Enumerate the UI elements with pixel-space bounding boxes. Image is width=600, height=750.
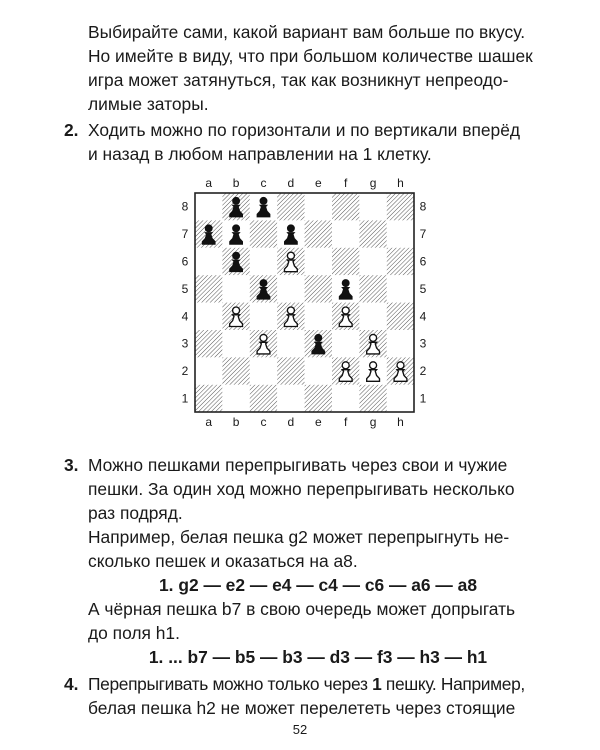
rank-label-1-left: 1 — [181, 391, 189, 406]
board-square-a2 — [195, 357, 222, 384]
rank-label-7-right: 7 — [419, 227, 427, 242]
board-square-c1 — [250, 385, 277, 412]
rule-3-line-6: А чёрная пешка b7 в свою очередь может допрыгать — [88, 599, 516, 619]
file-label-d-bottom: d — [287, 415, 295, 429]
board-square-d5 — [277, 275, 304, 302]
rank-label-7-left: 7 — [181, 227, 189, 242]
rank-label-4-right: 4 — [419, 309, 427, 324]
board-square-c7 — [250, 220, 277, 247]
board-square-b1 — [222, 385, 249, 412]
board-square-h3 — [387, 330, 414, 357]
rank-label-1-right: 1 — [419, 391, 427, 406]
rule-2-number: 2. — [64, 120, 79, 140]
file-label-g-bottom: g — [369, 415, 377, 429]
board-square-e2 — [305, 357, 332, 384]
file-label-h-bottom: h — [397, 415, 404, 429]
board-square-g5 — [359, 275, 386, 302]
file-label-b-bottom: b — [232, 415, 240, 429]
rule-3-number: 3. — [64, 455, 79, 475]
board-square-h4 — [387, 303, 414, 330]
rule-3-line-1: Можно пешками перепрыгивать через свои и чужие — [88, 455, 508, 475]
rank-label-2-left: 2 — [181, 364, 189, 379]
file-label-b-top: b — [232, 176, 240, 190]
intro-line-2: Но имейте в виду, что при большом количестве шашек — [88, 46, 533, 66]
rule-4-line-1-end: пешку. Например, — [381, 674, 525, 694]
board-square-g4 — [359, 303, 386, 330]
board-square-a4 — [195, 303, 222, 330]
file-label-a-bottom: a — [205, 415, 213, 429]
white-move-sequence: 1. g2 — e2 — e4 — c4 — c6 — a6 — a8 — [158, 575, 478, 595]
board-square-a3 — [195, 330, 222, 357]
rule-2-line-2: и назад в любом направлении на 1 клетку. — [88, 144, 432, 164]
board-square-a5 — [195, 275, 222, 302]
board-square-g8 — [359, 193, 386, 220]
rule-3-line-2: пешки. За один ход можно перепрыгивать несколько — [88, 479, 515, 499]
rank-label-5-left: 5 — [181, 281, 189, 296]
board-square-d8 — [277, 193, 304, 220]
file-label-a-top: a — [205, 176, 213, 190]
board-square-e4 — [305, 303, 332, 330]
rule-3-line-3: раз подряд. — [88, 503, 183, 523]
board-square-b2 — [222, 357, 249, 384]
rule-4-number: 4. — [64, 674, 79, 694]
intro-line-4: лимые заторы. — [88, 94, 209, 114]
rule-3-line-5: сколько пешек и оказаться на а8. — [88, 551, 358, 571]
board-square-h5 — [387, 275, 414, 302]
board-square-g7 — [359, 220, 386, 247]
rank-label-5-right: 5 — [419, 281, 427, 296]
board-square-a1 — [195, 385, 222, 412]
rank-label-3-right: 3 — [419, 336, 427, 351]
board-square-d3 — [277, 330, 304, 357]
board-square-b5 — [222, 275, 249, 302]
board-square-e1 — [305, 385, 332, 412]
file-label-e-top: e — [314, 176, 322, 190]
rule-2-line-1: Ходить можно по горизонтали и по вертикали вперёд — [88, 120, 521, 140]
rule-4-line-2: белая пешка h2 не может перелететь через стоящие — [88, 698, 516, 718]
board-square-c2 — [250, 357, 277, 384]
board-square-a8 — [195, 193, 222, 220]
rule-3-line-4: Например, белая пешка g2 может перепрыгнуть не- — [88, 527, 510, 547]
board-square-d1 — [277, 385, 304, 412]
rank-label-6-right: 6 — [419, 254, 427, 269]
rank-label-4-left: 4 — [181, 309, 189, 324]
board-square-h6 — [387, 248, 414, 275]
page-number: 52 — [292, 722, 308, 737]
chess-board-diagram — [181, 175, 433, 429]
file-label-g-top: g — [369, 176, 377, 190]
board-square-h1 — [387, 385, 414, 412]
intro-line-3: игра может затянуться, так как возникнут непреодо- — [88, 70, 509, 90]
rank-label-3-left: 3 — [181, 336, 189, 351]
rule-4-line-1-start: Перепрыгивать можно только через — [88, 674, 373, 694]
board-square-h7 — [387, 220, 414, 247]
board-square-f1 — [332, 385, 359, 412]
board-square-g1 — [359, 385, 386, 412]
rule-3-line-7: до поля h1. — [88, 623, 180, 643]
black-move-sequence: 1. ... b7 — b5 — b3 — d3 — f3 — h3 — h1 — [148, 647, 488, 667]
board-square-e6 — [305, 248, 332, 275]
board-square-f7 — [332, 220, 359, 247]
rank-label-2-right: 2 — [419, 364, 427, 379]
file-label-c-top: c — [260, 176, 267, 190]
file-label-h-top: h — [397, 176, 404, 190]
file-label-c-bottom: c — [260, 415, 267, 429]
board-square-b3 — [222, 330, 249, 357]
file-label-e-bottom: e — [314, 415, 322, 429]
file-label-d-top: d — [287, 176, 295, 190]
rule-4-line-1 — [88, 672, 525, 696]
board-square-e7 — [305, 220, 332, 247]
board-square-c6 — [250, 248, 277, 275]
board-square-f3 — [332, 330, 359, 357]
board-square-h8 — [387, 193, 414, 220]
rule-4-bold-number: 1 — [372, 674, 382, 694]
board-square-f6 — [332, 248, 359, 275]
file-label-f-top: f — [344, 176, 348, 190]
board-square-a6 — [195, 248, 222, 275]
board-square-g6 — [359, 248, 386, 275]
board-square-d2 — [277, 357, 304, 384]
rank-label-8-left: 8 — [181, 199, 189, 214]
board-square-c4 — [250, 303, 277, 330]
rank-label-6-left: 6 — [181, 254, 189, 269]
board-square-f8 — [332, 193, 359, 220]
intro-line-1: Выбирайте сами, какой вариант вам больше по вкусу. — [88, 22, 526, 42]
board-square-e8 — [305, 193, 332, 220]
rank-label-8-right: 8 — [419, 199, 427, 214]
file-label-f-bottom: f — [344, 415, 348, 429]
board-square-e5 — [305, 275, 332, 302]
